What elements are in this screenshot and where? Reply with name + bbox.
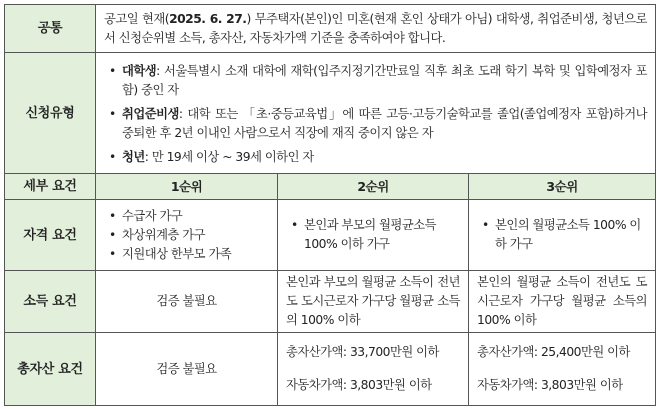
type-title-student: 대학생 bbox=[122, 64, 157, 78]
common-date: 2025. 6. 27. bbox=[169, 11, 247, 26]
income-rank1: 검증 불필요 bbox=[96, 271, 278, 333]
row-label-common: 공통 bbox=[5, 5, 96, 53]
income-rank2: 본인과 부모의 월평균 소득이 전년도 도시근로자 가구당 월평균 소득의 100% 이하 bbox=[278, 271, 469, 333]
row-label-assets: 총자산 요건 bbox=[5, 333, 96, 406]
type-text-youth: : 만 19세 이상 ~ 39세 이하인 자 bbox=[144, 150, 314, 164]
row-label-types: 신청유형 bbox=[5, 53, 96, 174]
header-rank1: 1순위 bbox=[96, 174, 278, 200]
types-list bbox=[104, 62, 647, 167]
assets-rank1: 검증 불필요 bbox=[96, 333, 278, 406]
assets-rank2 bbox=[278, 333, 469, 406]
assets-rank3-car: 자동차가액: 3,803만원 이하 bbox=[477, 378, 623, 392]
row-header bbox=[5, 174, 656, 200]
qualification-rank1-list bbox=[104, 207, 269, 264]
row-types bbox=[5, 53, 656, 174]
type-item-youth bbox=[104, 148, 647, 167]
common-text-post: ) 무주택자(본인)인 미혼(현재 혼인 상태가 아님) 대학생, 취업준비생, 청년으로서 신청순위별 소득, 총자산, 자동차가액 기준을 충족하여야 합니다. bbox=[104, 11, 647, 45]
list-item: • 차상위계층 가구 bbox=[104, 226, 269, 245]
assets-rank2-car: 자동차가액: 3,803만원 이하 bbox=[286, 378, 432, 392]
types-list-cell bbox=[96, 53, 656, 174]
type-title-youth: 청년 bbox=[122, 150, 145, 164]
list-item: • 본인과 부모의 월평균소득 100% 이하 가구 bbox=[286, 216, 460, 254]
qualification-rank2-list bbox=[286, 216, 460, 254]
qualification-rank1 bbox=[96, 200, 278, 271]
assets-rank3-total: 총자산가액: 25,400만원 이하 bbox=[477, 345, 630, 359]
assets-rank2-total: 총자산가액: 33,700만원 이하 bbox=[286, 345, 439, 359]
requirements-table bbox=[4, 4, 656, 406]
row-qualification bbox=[5, 200, 656, 271]
row-common bbox=[5, 5, 656, 53]
type-item-student bbox=[104, 62, 647, 100]
list-item: • 수급자 가구 bbox=[104, 207, 269, 226]
header-rank2: 2순위 bbox=[278, 174, 469, 200]
qualification-rank3 bbox=[469, 200, 656, 271]
qualification-rank2 bbox=[278, 200, 469, 271]
common-description bbox=[96, 5, 656, 53]
common-text-pre: 공고일 현재( bbox=[104, 11, 170, 26]
row-label-income: 소득 요건 bbox=[5, 271, 96, 333]
header-rank3: 3순위 bbox=[469, 174, 656, 200]
qualification-rank3-list bbox=[477, 216, 647, 254]
type-text-jobseeker: : 대학 또는 「초·중등교육법」에 따른 고등·고등기술학교를 졸업(졸업예정자 포함)하거나 중퇴한 후 2년 이내인 사람으로서 직장에 재직 중이지 않은 자 bbox=[122, 107, 648, 140]
assets-rank3 bbox=[469, 333, 656, 406]
list-item: • 본인의 월평균소득 100% 이하 가구 bbox=[477, 216, 647, 254]
list-item: • 지원대상 한부모 가족 bbox=[104, 245, 269, 264]
row-income bbox=[5, 271, 656, 333]
header-detail-label: 세부 요건 bbox=[5, 174, 96, 200]
income-rank3: 본인의 월평균 소득이 전년도 도시근로자 가구당 월평균 소득의 100% 이하 bbox=[469, 271, 656, 333]
type-text-student: : 서울특별시 소재 대학에 재학(입주지정기간만료일 직후 최초 도래 학기 복학 및 입학예정자 포함) 중인 자 bbox=[122, 64, 648, 97]
row-assets bbox=[5, 333, 656, 406]
type-item-jobseeker bbox=[104, 105, 647, 143]
type-title-jobseeker: 취업준비생 bbox=[122, 107, 179, 121]
row-label-qualification: 자격 요건 bbox=[5, 200, 96, 271]
